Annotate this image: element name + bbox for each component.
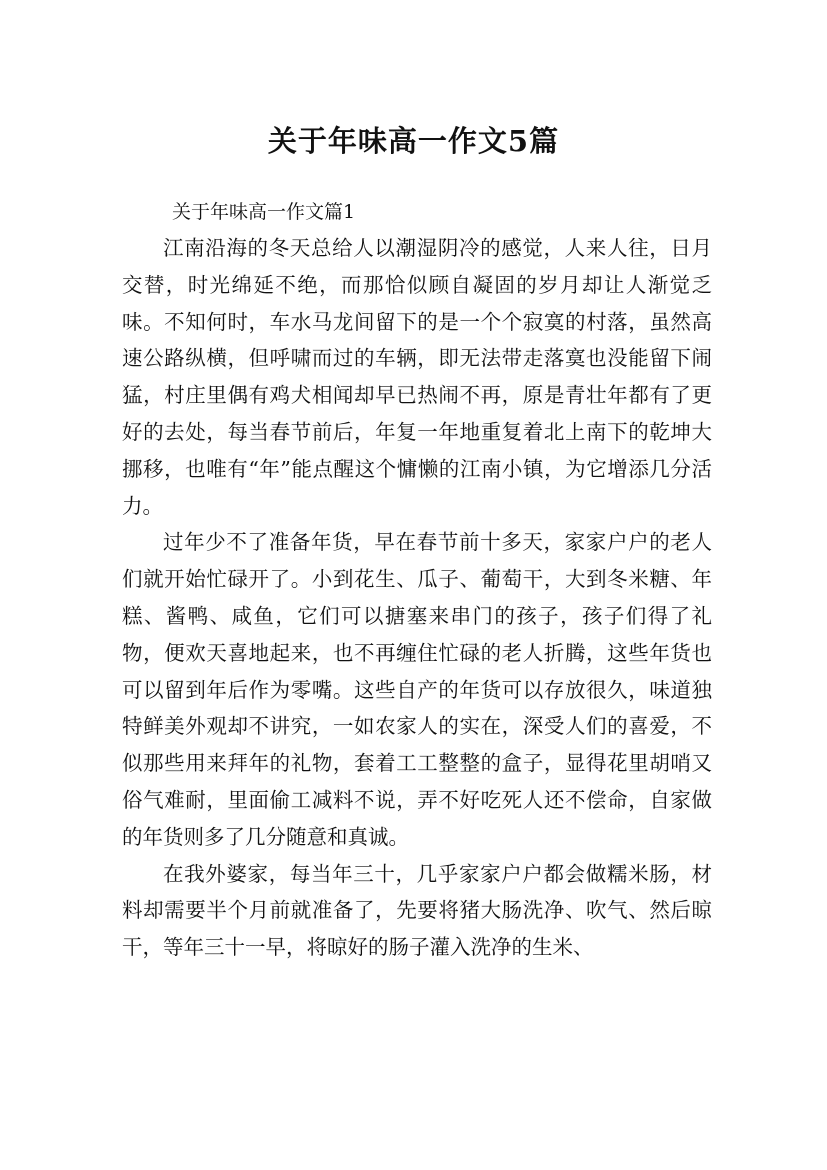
paragraph: 在我外婆家，每当年三十，几乎家家户户都会做糯米肠，材料却需要半个月前就准备了，先要将猪大肠洗净、吹气、然后晾干，等年三十一早，将晾好的肠子灌入洗净的生米、 [122,861,712,960]
section-heading: 关于年味高一作文篇1 [172,201,356,223]
paragraph: 过年少不了准备年货，早在春节前十多天，家家户户的老人们就开始忙碌开了。小到花生、瓜子、葡萄干，大到冬米糖、年糕、酱鸭、咸鱼，它们可以搪塞来串门的孩子，孩子们得了礼物，便欢天喜地起来，也不再缠住忙碌的老人折腾，这些年货也可以留到年后作为零嘴。这些自产的年货可以存放很久，味道独特鲜美外观却不讲究，一如农家人的实在，深受人们的喜爱，不似那些用来拜年的礼物，套着工工整整的盒子，显得花里胡哨又俗气难耐，里面偷工减料不说，弄不好吃死人还不偿命，自家做的年货则多了几分随意和真诚。 [122,530,712,849]
paragraph: 江南沿海的冬天总给人以潮湿阴冷的感觉，人来人往，日月交替，时光绵延不绝，而那恰似顾自凝固的岁月却让人渐觉乏味。不知何时，车水马龙间留下的是一个个寂寞的村落，虽然高速公路纵横，但呼啸而过的车辆，即无法带走落寞也没能留下闹猛，村庄里偶有鸡犬相闻却早已热闹不再，原是青壮年都有了更好的去处，每当春节前后，年复一年地重复着北上南下的乾坤大挪移，也唯有“年”能点醒这个慵懒的江南小镇，为它增添几分活力。 [122,236,712,518]
document-title: 关于年味高一作文5篇 [267,124,560,159]
body-text [122,230,712,966]
